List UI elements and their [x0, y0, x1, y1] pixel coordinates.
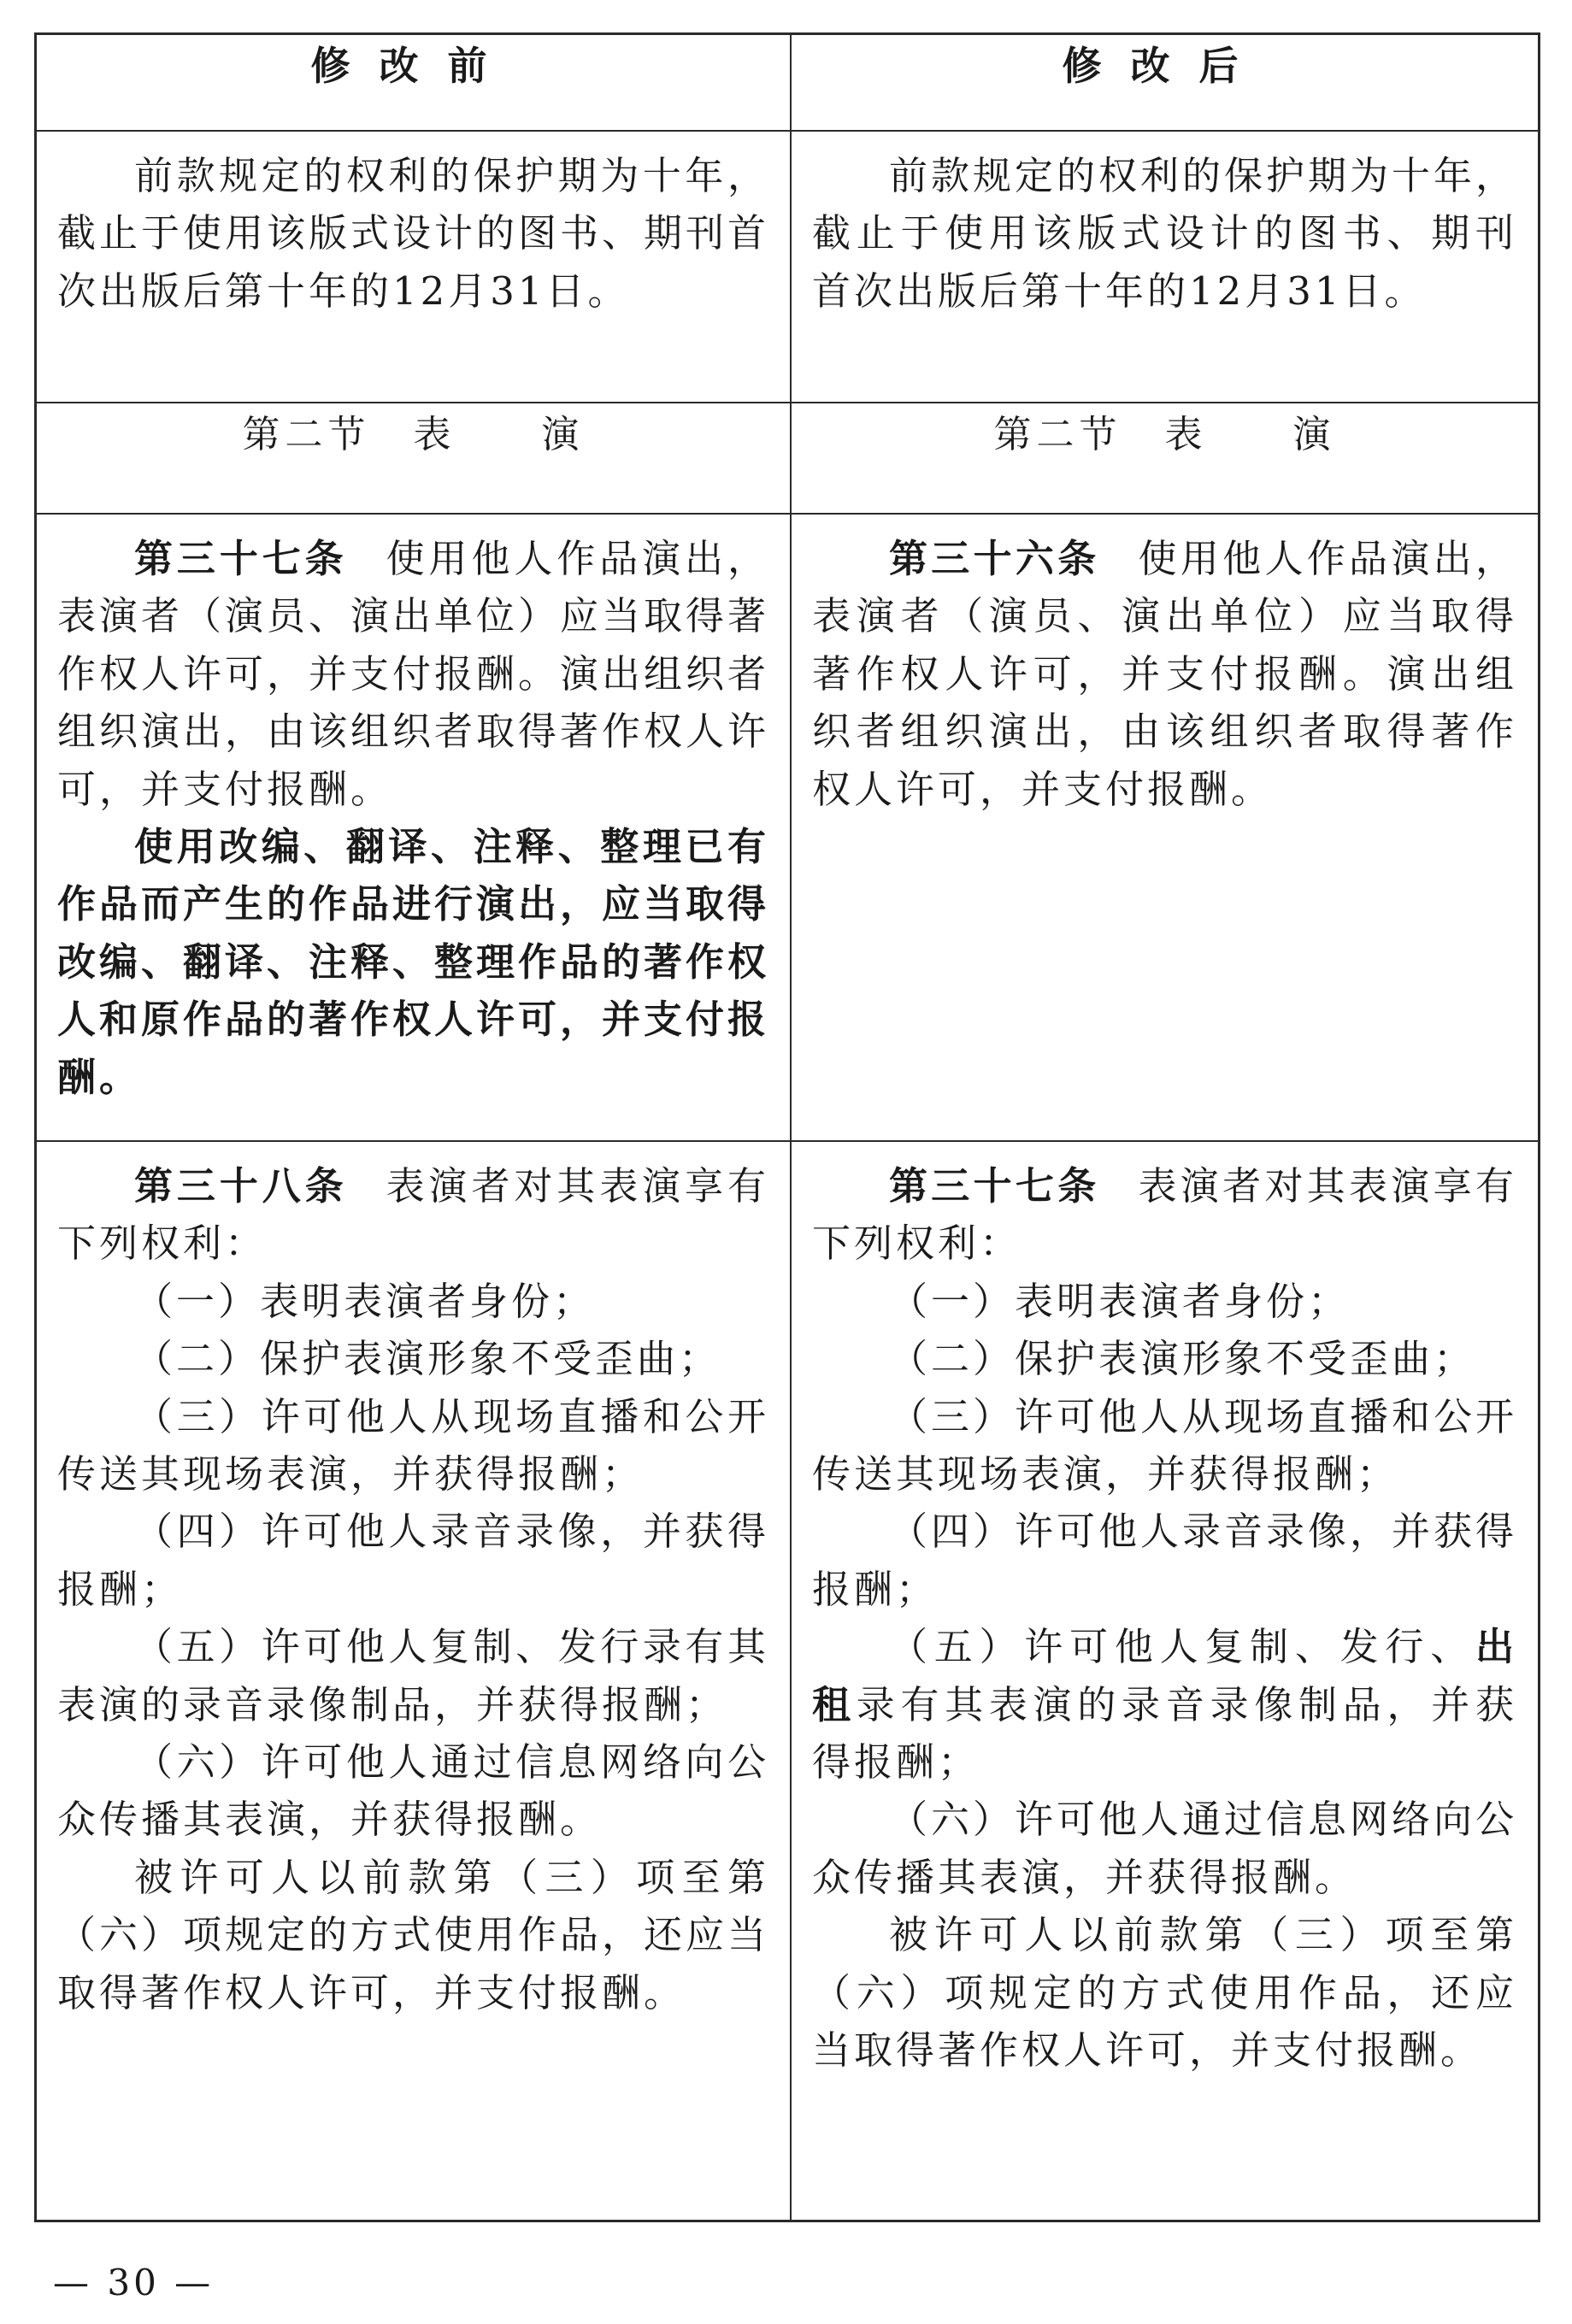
paragraph-after-article36 — [812, 530, 1517, 818]
row-section-title — [37, 403, 1538, 514]
article-text-before: 使用他人作品演出，表演者（演员、演出单位）应当取得著作权人许可，并支付报酬。演出组织者组织演出，由该组织者取得著作权人许可，并支付报酬。 — [57, 536, 770, 812]
list-item: （四）许可他人录音录像，并获得报酬； — [812, 1509, 1518, 1612]
article-number-before: 第三十七条 — [134, 536, 348, 581]
list-item: （二）保护表演形象不受歪曲； — [889, 1336, 1476, 1382]
comparison-table-frame — [34, 32, 1540, 2222]
cell-before-term — [37, 131, 791, 403]
article-intro-after: 表演者对其表演享有下列权利： — [812, 1163, 1517, 1267]
comparison-table — [37, 35, 1538, 2220]
paragraph-after-article37 — [812, 1157, 1517, 1273]
item5-prefix: （五）许可他人复制、发行、 — [889, 1624, 1475, 1670]
list-item: （四）许可他人录音录像，并获得报酬； — [57, 1509, 769, 1612]
article-number-after: 第三十六条 — [889, 536, 1100, 581]
item5-suffix: 录有其表演的录音录像制品，并获得报酬； — [812, 1681, 1517, 1786]
closing-paragraph-after: 被许可人以前款第（三）项至第（六）项规定的方式使用作品，还应当取得著作权人许可，并支付报酬。 — [812, 1912, 1517, 2074]
paragraph-before-article38 — [57, 1157, 769, 1273]
header-before: 修改前 — [37, 35, 791, 131]
header-after: 修改后 — [791, 35, 1538, 131]
article-intro-before: 表演者对其表演享有下列权利： — [57, 1163, 769, 1267]
row-copyright-term — [37, 131, 1538, 403]
cell-before-article37 — [37, 514, 791, 1141]
list-item: （一）表明表演者身份； — [889, 1278, 1351, 1324]
page-number: — 30 — — [53, 2262, 215, 2303]
row-article-performance — [37, 514, 1538, 1141]
header-row — [37, 35, 1538, 131]
paragraph-after-term: 前款规定的权利的保护期为十年，截止于使用该版式设计的图书、期刊首次出版后第十年的12月31日。 — [812, 153, 1518, 314]
cell-before-article38 — [37, 1141, 791, 2220]
paragraph-before-term: 前款规定的权利的保护期为十年，截止于使用该版式设计的图书、期刊首次出版后第十年的12月31日。 — [57, 153, 770, 314]
cell-after-article37 — [791, 1141, 1538, 2220]
list-item: （六）许可他人通过信息网络向公众传播其表演，并获得报酬。 — [57, 1739, 769, 1843]
list-item: （六）许可他人通过信息网络向公众传播其表演，并获得报酬。 — [812, 1797, 1518, 1900]
paragraph-before-deleted: 使用改编、翻译、注释、整理已有作品而产生的作品进行演出，应当取得改编、翻译、注释、整理作品的著作权人和原作品的著作权人许可，并支付报酬。 — [57, 824, 770, 1100]
row-performer-rights — [37, 1141, 1538, 2220]
paragraph-before-article37 — [57, 530, 769, 818]
list-item: （三）许可他人从现场直播和公开传送其现场表演，并获得报酬； — [812, 1393, 1518, 1497]
closing-paragraph-before: 被许可人以前款第（三）项至第（六）项规定的方式使用作品，还应当取得著作权人许可，并支付报酬。 — [57, 1854, 770, 2015]
section-title-before: 第二节 表 演 — [37, 403, 791, 514]
item5-added-rental: 出租 — [812, 1624, 1517, 1727]
list-item-5 — [812, 1618, 1517, 1791]
list-item: （三）许可他人从现场直播和公开传送其现场表演，并获得报酬； — [57, 1393, 769, 1497]
cell-after-article36 — [791, 514, 1538, 1141]
section-title-after: 第二节 表 演 — [791, 403, 1538, 514]
article-number-before-38: 第三十八条 — [134, 1163, 348, 1209]
article-number-after-37: 第三十七条 — [889, 1163, 1100, 1209]
list-item: （一）表明表演者身份； — [134, 1278, 596, 1324]
list-item: （五）许可他人复制、发行录有其表演的录音录像制品，并获得报酬； — [57, 1624, 769, 1727]
article-text-after: 使用他人作品演出，表演者（演员、演出单位）应当取得著作权人许可，并支付报酬。演出组织者组织演出，由该组织者取得著作权人许可，并支付报酬。 — [812, 536, 1517, 812]
cell-after-term — [791, 131, 1538, 403]
list-item: （二）保护表演形象不受歪曲； — [134, 1336, 721, 1382]
